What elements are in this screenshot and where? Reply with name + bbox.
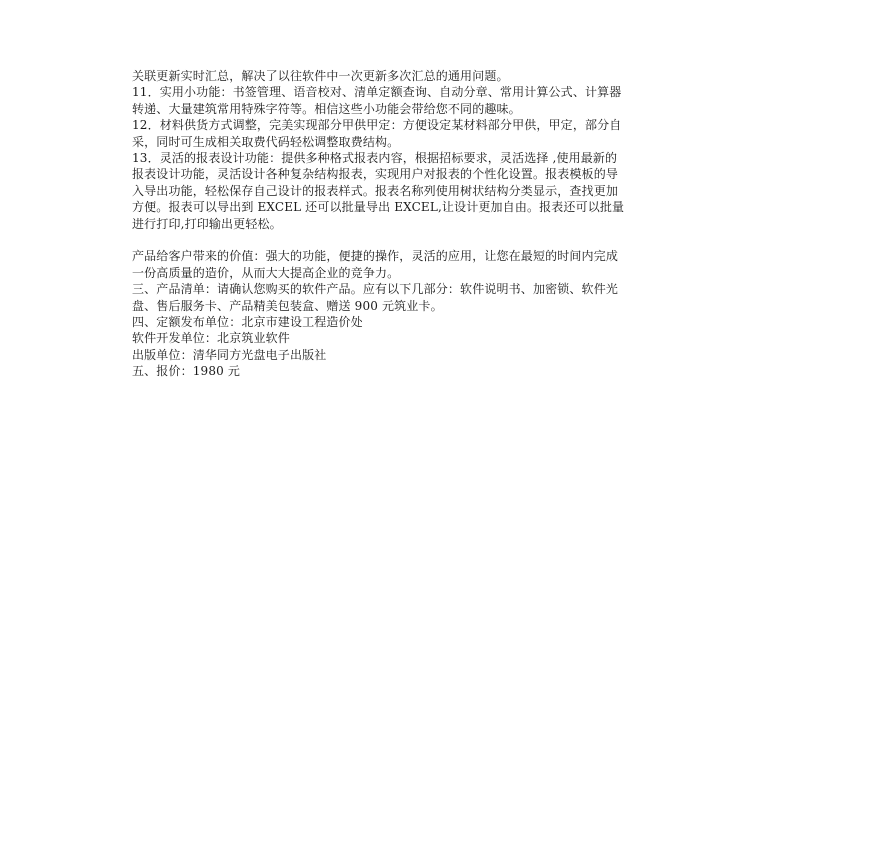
text-line: 软件开发单位：北京筑业软件 bbox=[132, 331, 290, 346]
text-line: 盘、售后服务卡、产品精美包装盒、赠送 900 元筑业卡。 bbox=[132, 298, 443, 313]
document-page bbox=[132, 68, 742, 380]
text-line: 关联更新实时汇总，解决了以往软件中一次更新多次汇总的通用问题。 bbox=[132, 69, 509, 83]
text-line: 产品给客户带来的价值：强大的功能，便捷的操作，灵活的应用，让您在最短的时间内完成 bbox=[132, 249, 619, 264]
text-line: 五、报价：1980 元 bbox=[132, 364, 241, 379]
text-line: 转递、大量建筑常用特殊字符等。相信这些小功能会带给您不同的趣味。 bbox=[132, 101, 521, 116]
text-line: 采，同时可生成相关取费代码轻松调整取费结构。 bbox=[132, 134, 400, 149]
paragraph-gap bbox=[132, 232, 742, 248]
text-line: 12．材料供货方式调整，完美实现部分甲供甲定：方便设定某材料部分甲供，甲定，部分自 bbox=[132, 118, 622, 133]
text-line: 三、产品清单：请确认您购买的软件产品。应有以下几部分：软件说明书、加密锁、软件光 bbox=[132, 282, 619, 297]
text-line: 报表设计功能，灵活设计各种复杂结构报表，实现用户对报表的个性化设置。报表模板的导 bbox=[132, 167, 619, 182]
text-line: 方便。报表可以导出到 EXCEL 还可以批量导出 EXCEL,让设计更加自由。报表还可以批量 bbox=[132, 200, 625, 215]
text-line: 出版单位：清华同方光盘电子出版社 bbox=[132, 347, 327, 362]
text-line: 四、定额发布单位：北京市建设工程造价处 bbox=[132, 315, 363, 330]
text-line: 一份高质量的造价，从而大大提高企业的竞争力。 bbox=[132, 265, 400, 280]
text-line: 11．实用小功能：书签管理、语音校对、清单定额查询、自动分章、常用计算公式、计算器 bbox=[132, 85, 622, 100]
text-line: 13．灵活的报表设计功能：提供多种格式报表内容，根据招标要求，灵活选择 ,使用最新的 bbox=[132, 151, 618, 166]
text-line: 进行打印,打印输出更轻松。 bbox=[132, 216, 282, 231]
text-line: 入导出功能，轻松保存自己设计的报表样式。报表名称列使用树状结构分类显示，查找更加 bbox=[132, 183, 619, 198]
